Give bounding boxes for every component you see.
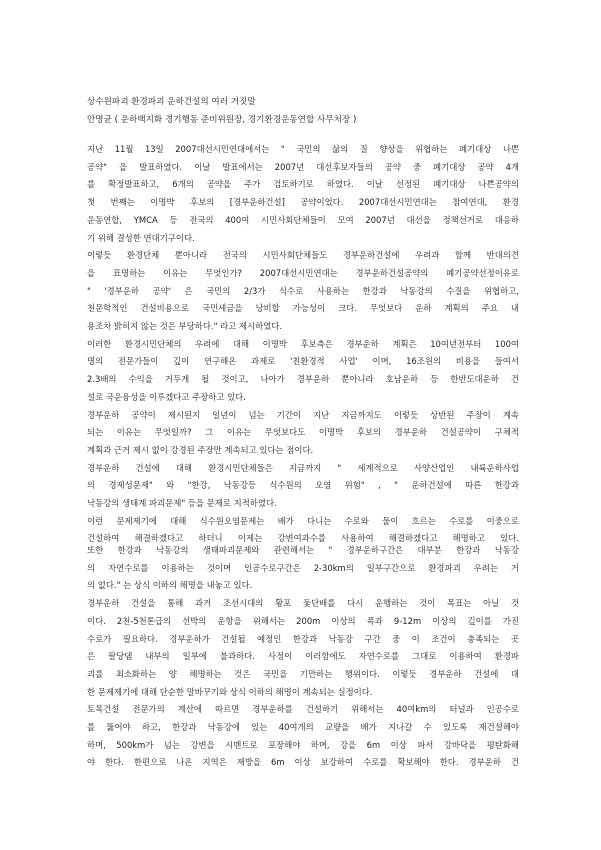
text-line: 이렇듯 환경단체 뿐아니라 전국의 시민사회단체들도 경부운하건설에 우려과 함께 반대의견 [87, 250, 519, 261]
text-line: 2.3배의 수익을 거두게 될 것이고, 나아가 경부운하 뿐아니라 호남운하 등 한반도대운하 건 [87, 374, 519, 385]
text-line: 를 확정발표하고, 6개의 공약을 주가 검토하기로 하였다. 이날 선정된 폐기대상 나쁜공약의 [87, 179, 519, 190]
text-line: 한 문제제기에 대해 단순한 말바꾸기와 상식 이하의 해명이 계속되는 실정이다. [87, 686, 373, 697]
text-line: 건설하여 해결하겠다고 하더니 이제는 강변여과수를 사용하여 해결하겠다고 해명하고 있다. [87, 533, 519, 544]
text-line: 경부운하 건설에 대해 환경시민단체들은 지금까지 " 세계적으로 사양산업인 내륙운하사업 [87, 462, 519, 473]
text-line: " '경부운하 공약' 은 국민의 2/3가 식수로 사용하는 한강과 낙동강의 수질을 위협하고, [87, 285, 519, 296]
text-line: 경부운하 공약이 제시된지 일년이 넘는 기간이 지난 지금까지도 이렇듯 상반된 주장이 계속 [87, 409, 519, 420]
text-line: 지난 11월 13일 2007대선시민연대에서는 " 국민의 삶의 질 향상을 위협하는 폐기대상 나쁜 [87, 144, 519, 154]
text-line: 낙동강의 생태계 파괴문제" 등을 문제로 지적하였다. [87, 498, 277, 509]
body-section-1 [87, 141, 519, 548]
text-line: 첫 번째는 이명박 후보의 [경부운하건설] 공약이었다. 2007대선시민연대는 참여연대, 환경 [87, 197, 519, 208]
text-line: 의 자연수로를 이용하는 것이며 인공수로구간은 2-30km의 일부구간으로 환경파괴 우려는 거 [87, 562, 519, 573]
text-line: 를 뚫어야 하고, 한강과 낙동강에 있는 40여개의 교량을 배가 지나갈 수 있도록 재건설해야 [87, 722, 519, 733]
text-line: 의 없다." 는 상식 이하의 해명을 내놓고 있다. [87, 580, 253, 591]
text-line: 기 위해 결성한 연대기구이다. [87, 232, 195, 243]
text-line: 운동연합, YMCA 등 전국의 400여 시민사회단체들이 모여 2007년 대선을 정책선거로 대응하 [87, 214, 519, 225]
text-line: 괴를 최소화하는 양 해명하는 것은 국민을 기만하는 행위이다. 이렇듯 경부운하 건설에 대 [87, 668, 519, 679]
text-line: 또한 한강과 낙동강의 생태파괴문제와 관련해서는 " 경부운하구간은 대부분 한강과 낙동강 [87, 545, 519, 555]
text-line: 토목건설 전문가의 계산에 따르면 경부운하를 건설하기 위해서는 40여km의 터널과 인공수로 [87, 704, 519, 715]
document-author: 안명균 ( 운하백지화 경기행동 준비위원장, 경기환경운동연합 사무처장 ) [87, 115, 357, 125]
text-line: 을 표명하는 이유는 무엇인가? 2007대선시민연대는 경부운하건설공약의 폐기공약선정이유로 [87, 267, 519, 278]
text-line: 경부운하 건설을 통해 과거 조선시대의 황포 돛단배를 다시 운행하는 것이 목표는 아닐 것 [87, 598, 519, 609]
text-line: 수로가 필요하다. 경부운하가 건설될 예정인 한강과 낙동강 구간 중 이 조건이 충족되는 곳 [87, 633, 519, 644]
document-header [87, 93, 527, 129]
text-line: 설로 국운융성을 이루겠다고 주장하고 있다. [87, 391, 246, 402]
text-line: 천문학적인 건설비용으로 국민세금을 낭비할 가능성이 크다. 무엇보다 운하 계획의 주요 내 [87, 303, 519, 314]
text-line: 되는 이유는 무엇일까? 그 이유는 무엇보다도 이명박 후보의 경부운하 건설공약이 구체적 [87, 427, 519, 438]
text-line: 은 팔당댐 내부의 일부에 불과하다. 사정이 이러함에도 자연수로를 그대로 이용하여 환경파 [87, 651, 519, 662]
text-line: 의 경제성문제" 와 "한강, 낙동강등 식수원의 오염 위험" , " 운하건설에 따른 한강과 [87, 480, 519, 491]
text-line: 계획과 근거 제시 없이 강경된 주장만 계속되고 있다는 점이다. [87, 444, 314, 455]
text-line: 이런 문제제기에 대해 식수원오염문제는 배가 다니는 수로와 물이 흐르는 수로를 이중으로 [87, 515, 519, 526]
text-line: 이다. 2천-5천톤급의 선박의 운항을 위해서는 200m 이상의 폭과 9-12m 이상의 깊이를 가진 [87, 615, 519, 626]
text-line: 이러한 환경시민단체의 우려에 대해 이명박 후보측은 경부운하 계획은 10여년전부터 100여 [87, 338, 519, 349]
text-line: 공약" 을 발표하였다. 이날 발표에서는 2007년 대선후보자들의 공약 중 폐기대상 공약 4개 [87, 161, 519, 172]
body-section-2 [87, 542, 519, 772]
text-line: 용조차 밝히지 않는 것은 부당하다." 라고 제시하였다. [87, 321, 283, 332]
text-line: 명의 전문가들이 깊이 연구해온 과제로 '친환경적 사업' 이며, 16조원의 비용을 들여서 [87, 356, 519, 367]
text-line: 하며, 500km가 넘는 강변을 시멘트로 포장해야 하며, 강을 6m 이상 파서 강바닥을 평탄화해 [87, 739, 519, 750]
document-title: 상수원파괴 환경파괴 운하건설의 여러 거짓말 [87, 97, 256, 107]
text-line: 야 한다. 한편으로 나온 지역은 제방을 6m 이상 보강하여 수로를 확보해야 한다. 경부운하 건 [87, 757, 519, 768]
